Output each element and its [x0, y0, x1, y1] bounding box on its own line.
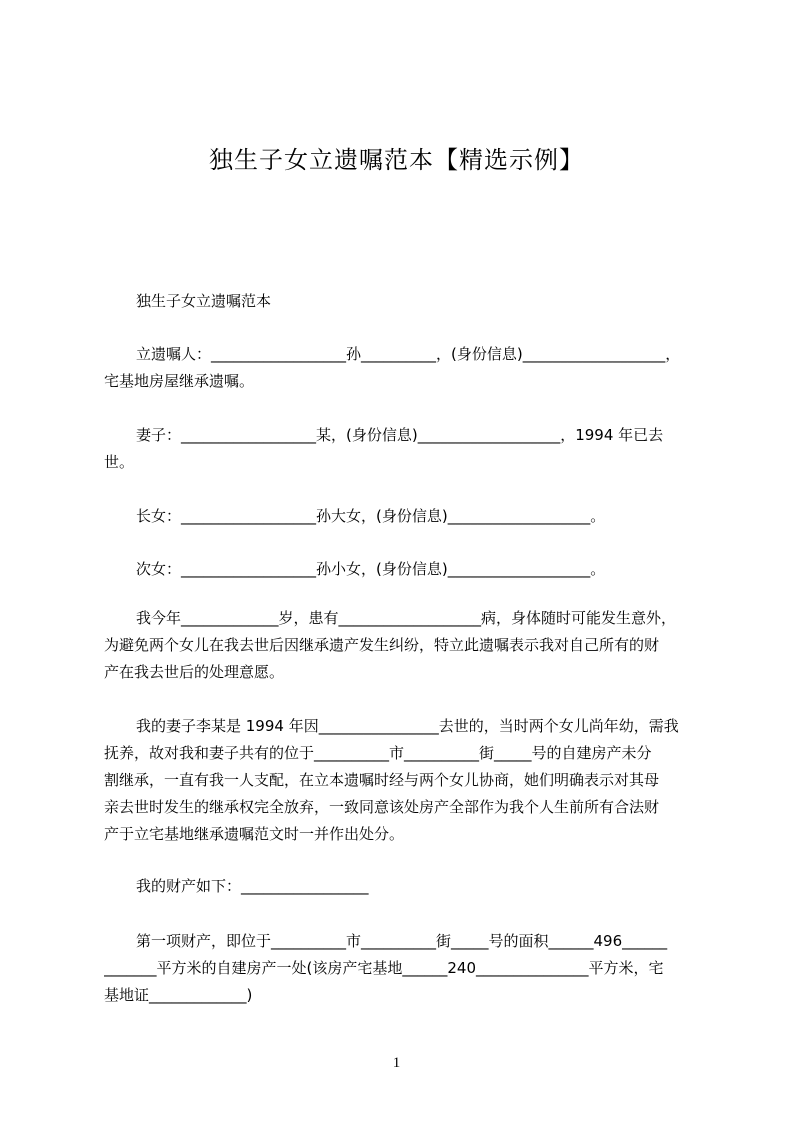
paragraph-line: 妻子：__________________某，(身份信息)___________________，1994 年已去	[136, 426, 664, 444]
paragraph-line: 产在我去世后的处理意愿。	[104, 663, 285, 681]
paragraph-line: 为避免两个女儿在我去世后因继承遗产发生纠纷，特立此遗嘱表示我对自己所有的财	[104, 636, 660, 654]
paragraph-line: 长女：__________________孙大女，(身份信息)___________________。	[136, 507, 606, 525]
page-number: 1	[392, 1055, 401, 1071]
paragraph-line: 我今年_____________岁，患有___________________病，身体随时可能发生意外，	[136, 609, 677, 627]
paragraph-line: 基地证_____________)	[104, 986, 253, 1004]
paragraph-line: 亲去世时发生的继承权完全放弃，一致同意该处房产全部作为我个人生前所有合法财	[104, 798, 660, 816]
paragraph-line: 割继承，一直有我一人支配，在立本遗嘱时经与两个女儿协商，她们明确表示对其母	[104, 771, 660, 789]
paragraph-assets-heading	[104, 873, 714, 900]
paragraph-line: 抚养，故对我和妻子共有的位于__________市__________街_____号的自建房产未分	[104, 744, 652, 762]
paragraph-testator	[104, 341, 714, 395]
document-title: 独生子女立遗嘱范本【精选示例】	[209, 146, 584, 174]
paragraph-property-history	[104, 713, 714, 848]
paragraph-elder-daughter	[104, 503, 714, 530]
paragraph-wife	[104, 422, 714, 476]
paragraph-younger-daughter	[104, 556, 714, 583]
paragraph-line: 次女：__________________孙小女，(身份信息)___________________。	[136, 560, 606, 578]
paragraph-line: 产于立宅基地继承遗嘱范文时一并作出处分。	[104, 825, 405, 843]
paragraph-line: 立遗嘱人：__________________孙__________，(身份信息)___________________，	[136, 345, 681, 363]
document-subtitle: 独生子女立遗嘱范本	[136, 292, 272, 310]
paragraph-line: 我的妻子李某是 1994 年因________________去世的，当时两个女儿尚年幼，需我	[136, 717, 679, 735]
paragraph-line: 世。	[104, 453, 135, 471]
paragraph-line: _______平方米的自建房产一处(该房产宅基地______240_______________平方米，宅	[104, 959, 664, 977]
paragraph-line: 第一项财产，即位于__________市__________街_____号的面积______496______	[136, 932, 668, 950]
document-subtitle-block	[104, 288, 714, 315]
paragraph-line: 宅基地房屋继承遗嘱。	[104, 372, 255, 390]
paragraph-first-asset	[104, 928, 714, 1009]
paragraph-line: 我的财产如下：_________________	[136, 877, 369, 895]
paragraph-intent	[104, 605, 714, 686]
